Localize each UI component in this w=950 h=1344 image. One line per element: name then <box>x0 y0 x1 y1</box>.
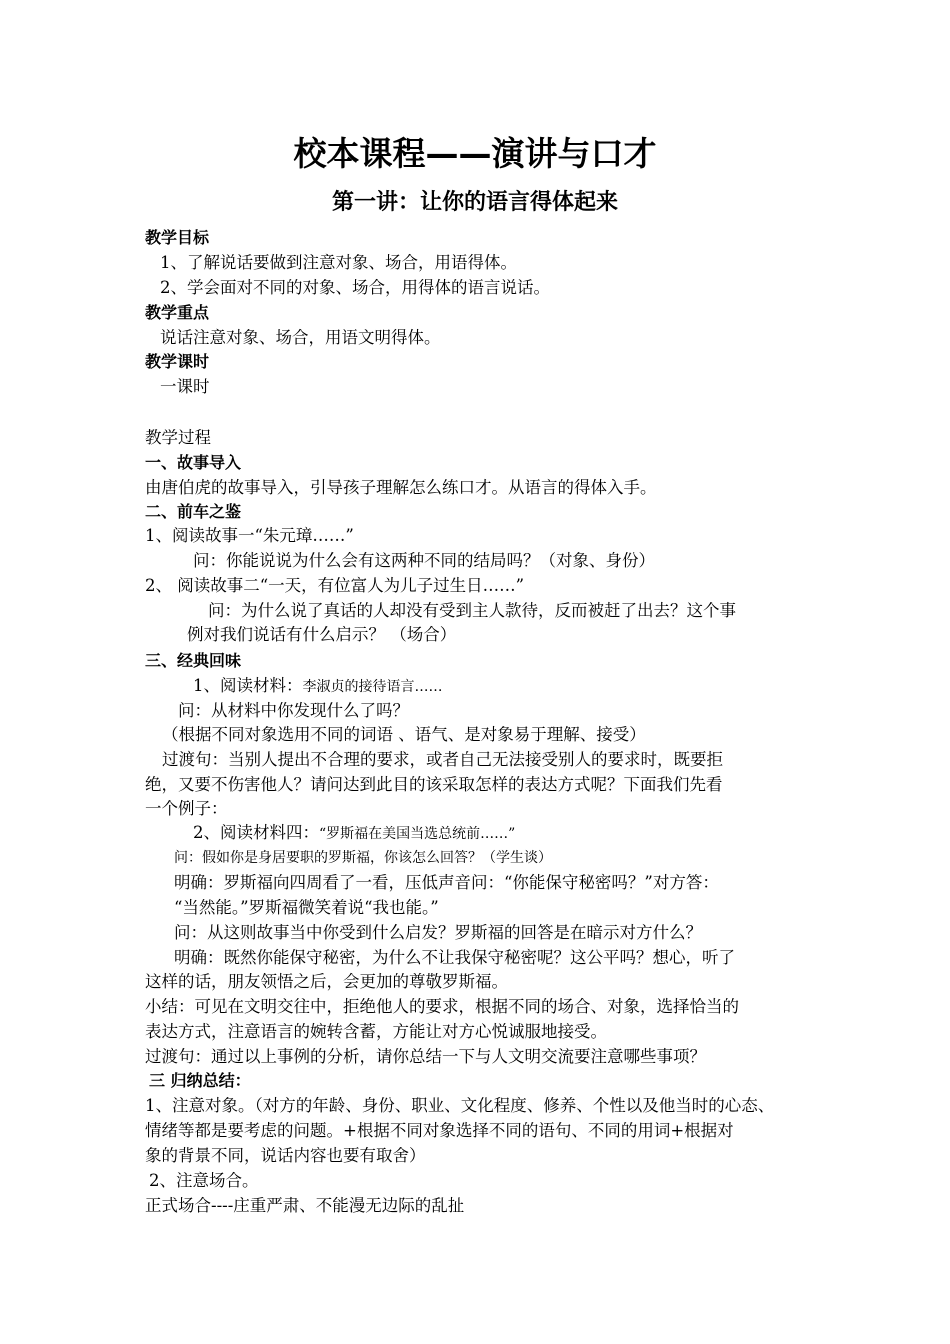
heading-teaching-process: 教学过程 <box>145 428 211 447</box>
paragraph-line: 问：为什么说了真话的人却没有受到主人款待，反而被赶了出去？这个事 <box>208 601 736 620</box>
paragraph-line: 1、阅读故事一“朱元璋……” <box>145 526 354 545</box>
section-heading: 三 归纳总结： <box>149 1071 251 1090</box>
paragraph-line: 小结：可见在文明交往中，拒绝他人的要求，根据不同的场合、对象，选择恰当的 <box>145 997 739 1016</box>
paragraph-line: 这样的话，朋友领悟之后，会更加的尊敬罗斯福。 <box>145 972 508 991</box>
paragraph-line: 过渡句：当别人提出不合理的要求，或者自己无法接受别人的要求时，既要拒 <box>162 750 723 769</box>
paragraph-line: 1、注意对象。（对方的年龄、身份、职业、文化程度、修养、个性以及他当时的心态、 <box>145 1096 775 1115</box>
goal-item: 1、了解说话要做到注意对象、场合，用语得体。 <box>160 253 517 272</box>
material-label: 2、阅读材料四： <box>193 823 319 842</box>
paragraph-line: 一个例子： <box>145 799 228 818</box>
heading-teaching-goals: 教学目标 <box>145 228 210 247</box>
paragraph-line: 过渡句：通过以上事例的分析，请你总结一下与人文明交流要注意哪些事项？ <box>145 1047 706 1066</box>
paragraph-line: 明确：既然你能保守秘密，为什么不让我保守秘密呢？这公平吗？想心，听了 <box>174 948 735 967</box>
lesson-hours-text: 一课时 <box>160 377 210 396</box>
paragraph-line: 例对我们说话有什么启示？ （场合） <box>187 625 457 644</box>
paragraph-line: “当然能。”罗斯福微笑着说“我也能。” <box>174 898 439 917</box>
section-heading: 二、前车之鉴 <box>145 502 242 521</box>
paragraph-line: 正式场合----庄重严肃、不能漫无边际的乱扯 <box>145 1196 465 1215</box>
key-point-text: 说话注意对象、场合，用语文明得体。 <box>160 328 441 347</box>
paragraph-line: 问：从材料中你发现什么了吗？ <box>178 701 409 720</box>
paragraph-line: 表达方式，注意语言的婉转含蓄，方能让对方心悦诚服地接受。 <box>145 1022 607 1041</box>
paragraph-line: 2、注意场合。 <box>149 1171 259 1190</box>
material-title: “罗斯福在美国当选总统前……” <box>319 826 516 842</box>
paragraph-line: 绝，又要不伤害他人？请问达到此目的该采取怎样的表达方式呢？下面我们先看 <box>145 775 723 794</box>
paragraph-line <box>193 821 515 846</box>
paragraph-line: 问：假如你是身居要职的罗斯福，你该怎么回答？（学生谈） <box>174 850 552 866</box>
paragraph-line: 情绪等都是要考虑的问题。+根据不同对象选择不同的语句、不同的用词+根据对 <box>145 1121 734 1140</box>
material-title: 李淑贞的接待语言…… <box>302 679 443 695</box>
paragraph-line: 2、 阅读故事二“一天，有位富人为儿子过生日……” <box>145 576 525 595</box>
heading-key-points: 教学重点 <box>145 303 210 322</box>
paragraph-line: 问：从这则故事当中你受到什么启发？罗斯福的回答是在暗示对方什么？ <box>174 923 702 942</box>
paragraph-line: 问：你能说说为什么会有这两种不同的结局吗？（对象、身份） <box>193 551 655 570</box>
material-label: 1、阅读材料： <box>193 676 303 695</box>
lecture-subtitle: 第一讲：让你的语言得体起来 <box>331 190 618 215</box>
paragraph-line: 由唐伯虎的故事导入，引导孩子理解怎么练口才。从语言的得体入手。 <box>145 478 657 497</box>
section-heading: 一、故事导入 <box>145 453 242 472</box>
heading-lesson-hours: 教学课时 <box>145 352 210 371</box>
section-heading: 三、经典回味 <box>145 651 242 670</box>
goal-item: 2、学会面对不同的对象、场合，用得体的语言说话。 <box>160 278 550 297</box>
page-title: 校本课程——演讲与口才 <box>293 134 657 173</box>
paragraph-line: 象的背景不同，说话内容也要有取舍） <box>145 1146 426 1165</box>
paragraph-line <box>193 674 443 699</box>
paragraph-line: （根据不同对象选用不同的词语 、语气、是对象易于理解、接受） <box>162 725 646 744</box>
paragraph-line: 明确：罗斯福向四周看了一看，压低声音问：“你能保守秘密吗？”对方答： <box>174 873 719 892</box>
